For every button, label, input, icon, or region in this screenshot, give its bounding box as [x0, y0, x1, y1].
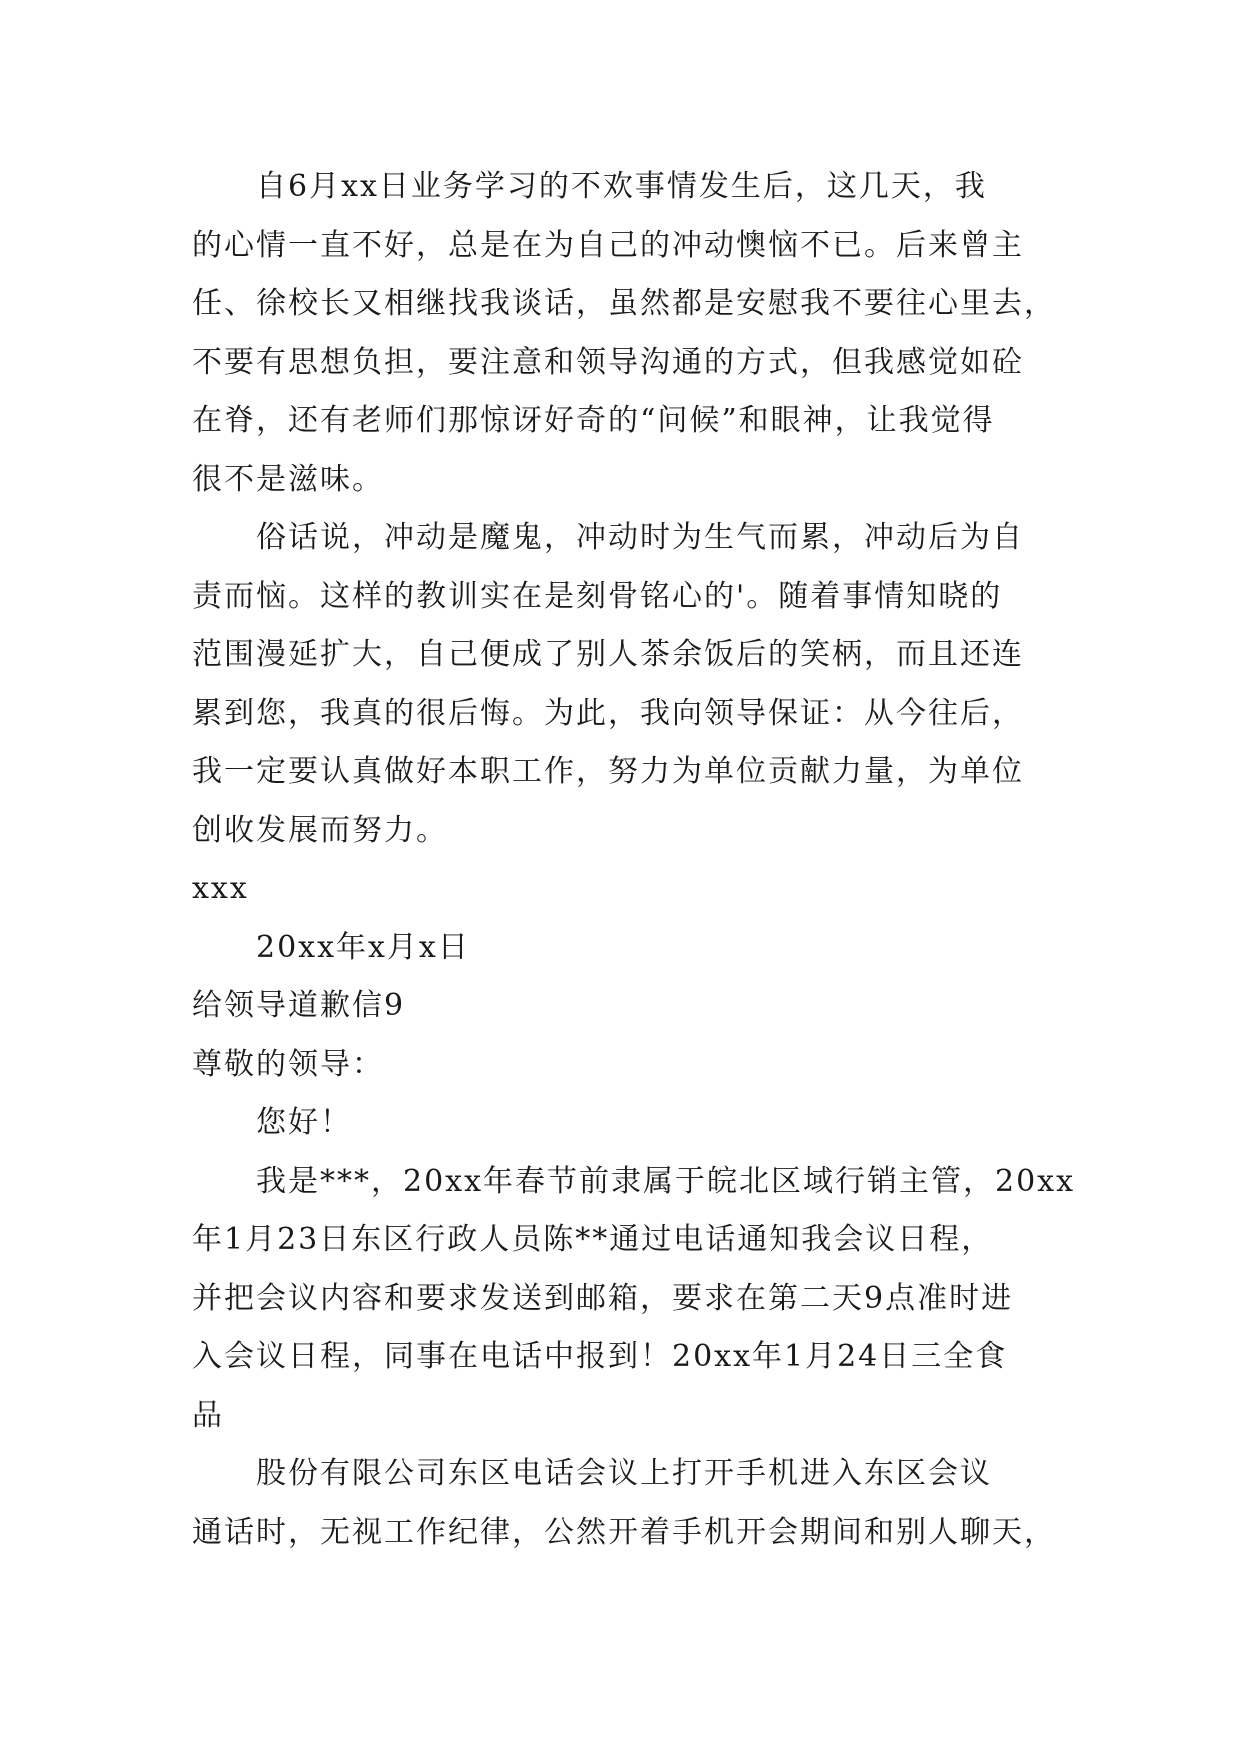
text-line: 我是***，20xx年春节前隶属于皖北区域行销主管，20xx	[256, 1163, 1076, 1199]
text-line: 的心情一直不好，总是在为自己的冲动懊恼不已。后来曾主	[192, 227, 1024, 263]
text-line: 尊敬的领导：	[192, 1046, 384, 1082]
text-line: 很不是滋味。	[192, 461, 384, 497]
document-body	[192, 158, 1076, 1562]
text-line: 并把会议内容和要求发送到邮箱，要求在第二天9点准时进	[192, 1280, 1014, 1316]
text-line: 累到您，我真的很后悔。为此，我向领导保证：从今往后，	[192, 695, 1024, 731]
text-line: 品	[192, 1397, 224, 1433]
text-line: 我一定要认真做好本职工作，努力为单位贡献力量，为单位	[192, 754, 1024, 789]
text-line: 年1月23日东区行政人员陈**通过电话通知我会议日程，	[192, 1222, 994, 1257]
text-line: 股份有限公司东区电话会议上打开手机进入东区会议	[256, 1456, 992, 1491]
text-line: 范围漫延扩大，自己便成了别人茶余饭后的笑柄，而且还连	[192, 637, 1024, 672]
text-line: 俗话说，冲动是魔鬼，冲动时为生气而累，冲动后为自	[256, 520, 1024, 555]
text-line: 20xx年x月x日	[256, 929, 470, 965]
text-line: 您好！	[256, 1105, 352, 1140]
text-line: 责而恼。这样的教训实在是刻骨铭心的'。随着事情知晓的	[192, 578, 1003, 614]
text-line: 入会议日程，同事在电话中报到！20xx年1月24日三全食	[192, 1339, 1008, 1374]
text-line: 任、徐校长又相继找我谈话，虽然都是安慰我不要往心里去，	[192, 286, 1056, 321]
text-line: xxx	[192, 871, 249, 906]
text-line: 创收发展而努力。	[192, 812, 448, 848]
text-line: 不要有思想负担，要注意和领导沟通的方式，但我感觉如砼	[192, 344, 1024, 380]
text-line: 给领导道歉信9	[192, 988, 406, 1023]
text-line: 自6月xx日业务学习的不欢事情发生后，这几天，我	[256, 169, 987, 204]
text-line: 通话时，无视工作纪律，公然开着手机开会期间和别人聊天，	[192, 1514, 1056, 1550]
text-line: 在脊，还有老师们那惊讶好奇的“问候”和眼神，让我觉得	[192, 403, 995, 438]
